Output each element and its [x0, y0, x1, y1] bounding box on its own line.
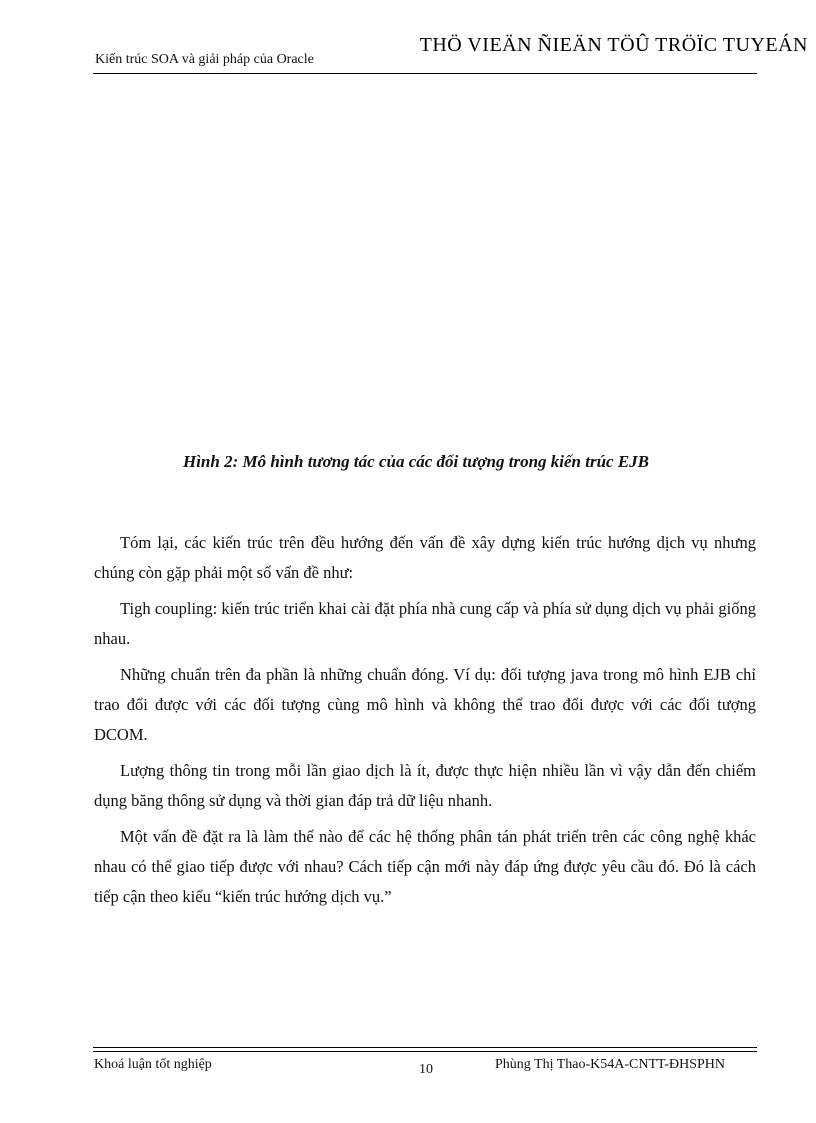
footer-document-type: Khoá luận tốt nghiệp: [94, 1057, 212, 1072]
library-watermark-title: THÖ VIEÄN ÑIEÄN TÖÛ TRÖÏC TUYEÁN: [419, 34, 808, 56]
footer-divider-thin: [93, 1051, 757, 1052]
running-header-title: Kiến trúc SOA và giải pháp của Oracle: [95, 52, 314, 67]
footer-author: Phùng Thị Thao-K54A-CNTT-ĐHSPHN: [495, 1057, 725, 1072]
page-number: 10: [419, 1062, 433, 1077]
header-divider: [93, 73, 757, 74]
paragraph: Một vấn đề đặt ra là làm thế nào để các hệ thống phân tán phát triển trên các công nghệ khác nhau có thể giao tiếp được với nhau? Cách tiếp cận mới này đáp ứng được yêu cầu đó. Đó là cách tiếp cận theo kiểu “kiến trúc hướng dịch vụ.”: [94, 827, 756, 906]
figure-caption: Hình 2: Mô hình tương tác của các đối tượng trong kiến trúc EJB: [182, 452, 650, 471]
paragraph: Những chuẩn trên đa phần là những chuẩn đóng. Ví dụ: đối tượng java trong mô hình EJB chỉ trao đổi được với các đối tượng cùng mô hình và không thể trao đổi được với các đối tượng DCOM.: [94, 665, 756, 744]
footer-divider: [93, 1047, 757, 1048]
body-text: [94, 528, 756, 918]
paragraph: Lượng thông tin trong mỗi lần giao dịch là ít, được thực hiện nhiều lần vì vậy dẫn đến chiếm dụng băng thông sử dụng và thời gian đáp trả dữ liệu nhanh.: [94, 761, 756, 810]
paragraph: Tóm lại, các kiến trúc trên đều hướng đến vấn đề xây dựng kiến trúc hướng dịch vụ nhưng chúng còn gặp phải một số vấn đề như:: [94, 533, 756, 582]
paragraph: Tigh coupling: kiến trúc triển khai cài đặt phía nhà cung cấp và phía sử dụng dịch vụ phải giống nhau.: [94, 599, 756, 648]
